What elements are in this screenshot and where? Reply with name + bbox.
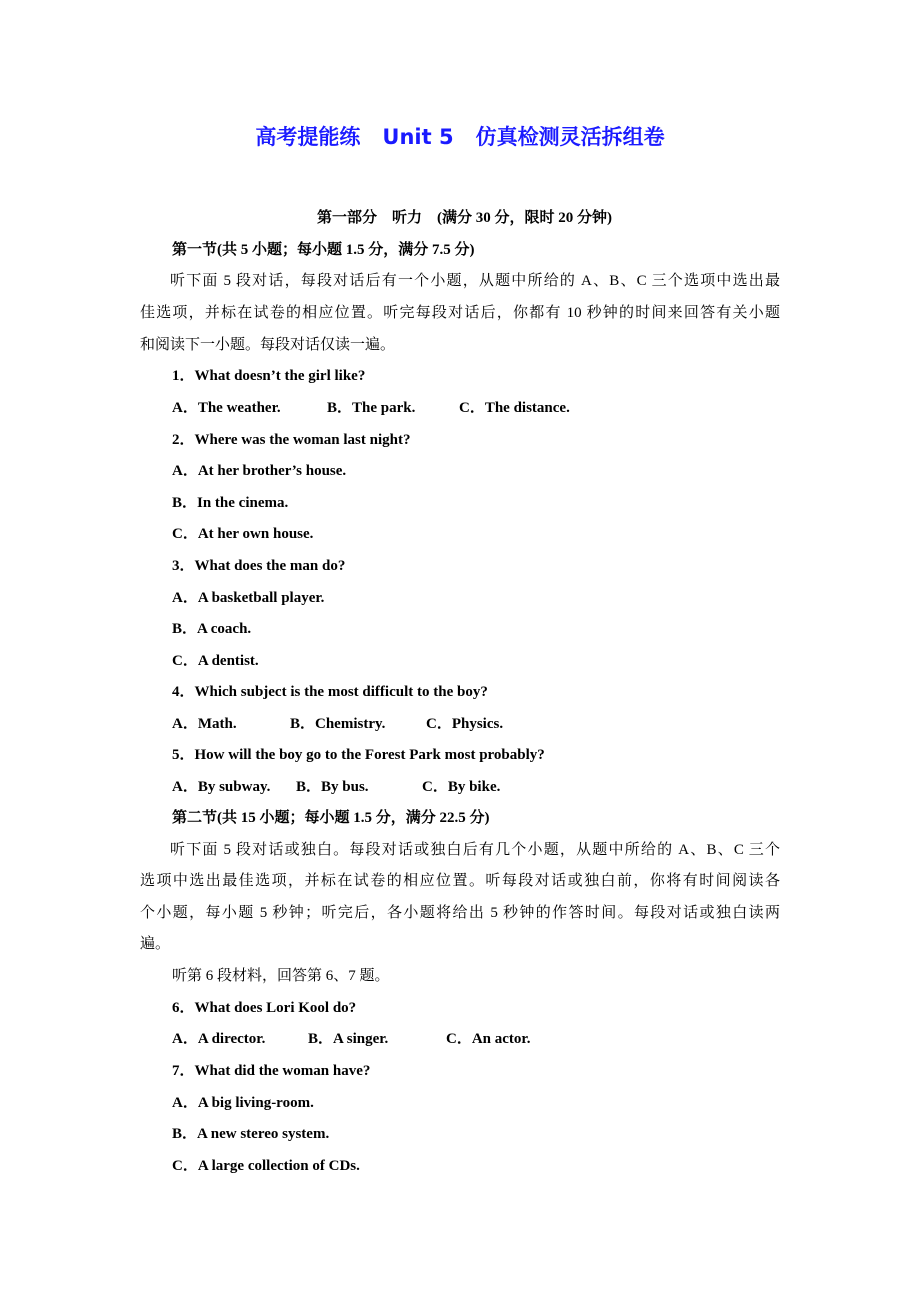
q1-options xyxy=(172,398,570,418)
option-c: C．An actor. xyxy=(446,1031,531,1047)
title-right: 仿真检测灵活拆组卷 xyxy=(475,125,665,149)
document-title xyxy=(0,121,920,151)
option-b: B．The park. xyxy=(327,400,416,416)
q4-options xyxy=(172,714,504,734)
question-6: 6．What does Lori Kool do? xyxy=(172,1000,357,1016)
option-a: A．A big living-room. xyxy=(172,1095,314,1111)
option-a: A．At her brother’s house. xyxy=(172,463,347,479)
option-c: C．A large collection of CDs. xyxy=(172,1158,360,1174)
option-c: C．A dentist. xyxy=(172,653,259,669)
instruction-line: 佳选项，并标在试卷的相应位置。听完每段对话后，你都有 10 秒钟的时间来回答有关小题 xyxy=(140,305,780,321)
option-a: A．By subway. xyxy=(172,779,271,795)
option-b: B．A coach. xyxy=(172,621,252,637)
question-2: 2．Where was the woman last night? xyxy=(172,432,411,448)
instruction-line: 选项中选出最佳选项，并标在试卷的相应位置。听每段对话或独白前，你将有时间阅读各 xyxy=(140,873,780,889)
question-1: 1．What doesn’t the girl like? xyxy=(172,368,366,384)
option-c: C．By bike. xyxy=(422,779,501,795)
option-b: B．A singer. xyxy=(308,1031,389,1047)
option-a: A．The weather. xyxy=(172,400,281,416)
option-c: C．At her own house. xyxy=(172,526,314,542)
instruction-line: 听下面 5 段对话，每段对话后有一个小题，从题中所给的 A、B、C 三个选项中选出最 xyxy=(170,273,780,289)
section1-heading: 第一节(共 5 小题；每小题 1.5 分，满分 7.5 分) xyxy=(172,242,475,258)
q6-options xyxy=(172,1029,531,1049)
material-6-note: 听第 6 段材料，回答第 6、7 题。 xyxy=(172,968,390,984)
question-5: 5．How will the boy go to the Forest Park most probably? xyxy=(172,747,545,763)
part-heading: 第一部分 听力 (满分 30 分，限时 20 分钟) xyxy=(317,210,612,226)
option-a: A．A basketball player. xyxy=(172,590,325,606)
option-b: B．In the cinema. xyxy=(172,495,289,511)
question-7: 7．What did the woman have? xyxy=(172,1063,371,1079)
section2-heading: 第二节(共 15 小题；每小题 1.5 分，满分 22.5 分) xyxy=(172,810,490,826)
title-unit: Unit 5 xyxy=(382,125,454,149)
option-b: B．By bus. xyxy=(296,779,369,795)
instruction-line: 遍。 xyxy=(140,936,171,952)
instruction-line: 个小题，每小题 5 秒钟；听完后，各小题将给出 5 秒钟的作答时间。每段对话或独白读两 xyxy=(140,905,780,921)
instruction-line: 和阅读下一小题。每段对话仅读一遍。 xyxy=(140,337,396,353)
option-a: A．Math. xyxy=(172,716,237,732)
question-3: 3．What does the man do? xyxy=(172,558,346,574)
option-c: C．The distance. xyxy=(459,400,570,416)
option-b: B．A new stereo system. xyxy=(172,1126,330,1142)
option-a: A．A director. xyxy=(172,1031,266,1047)
option-b: B．Chemistry. xyxy=(290,716,386,732)
option-c: C．Physics. xyxy=(426,716,504,732)
title-left: 高考提能练 xyxy=(255,125,361,149)
question-4: 4．Which subject is the most difficult to the boy? xyxy=(172,684,488,700)
q5-options xyxy=(172,777,501,797)
instruction-line: 听下面 5 段对话或独白。每段对话或独白后有几个小题，从题中所给的 A、B、C 三个 xyxy=(170,842,780,858)
